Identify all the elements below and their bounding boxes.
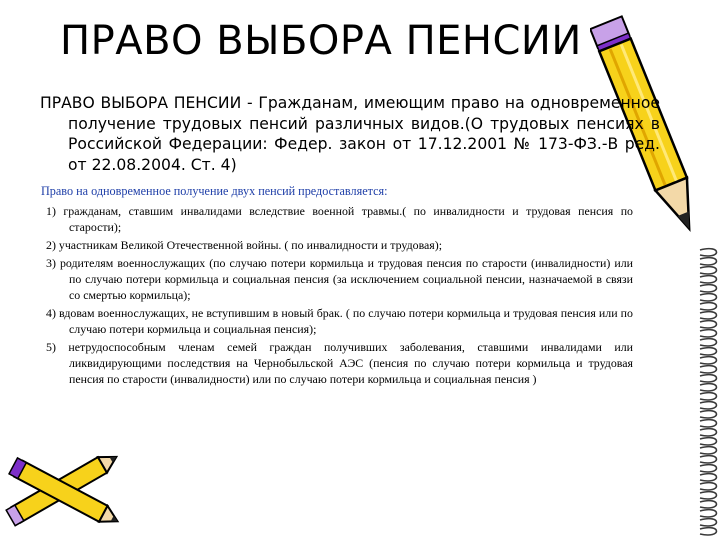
list-item: 4) вдовам военнослужащих, не вступившим в новый брак. ( по случаю потери кормильца и трудовая пенсия или по случаю потери кормильца и социальная пенсия); [46, 306, 633, 336]
list-item: 2) участникам Великой Отечественной войны. ( по инвалидности и трудовая); [46, 238, 443, 252]
list-item: 1) гражданам, ставшим инвалидами вследствие военной травмы.( по инвалидности и трудовая пенсия по старости); [46, 204, 633, 234]
definition-paragraph: ПРАВО ВЫБОРА ПЕНСИИ - Гражданам, имеющим право на одновременное получение трудовых пенсий различных видов.(О трудовых пенсиях в Российской Федерации: Федер. закон от 17.12.2001 № 173-ФЗ.-В ред. от 22.08.2004. Ст. 4) [40, 94, 660, 174]
intro-line: Право на одновременное получение двух пенсий предоставляется: [41, 184, 388, 198]
slide-title: ПРАВО ВЫБОРА ПЕНСИИ [60, 18, 582, 64]
crossed-pencils-icon [0, 440, 130, 540]
list-item: 3) родителям военнослужащих (по случаю потери кормильца и трудовая пенсия по старости (инвалидности) или по случаю потери кормильца и социальная пенсия (за исключением социальной пенсии, назначаемой в связи со смертью кормильца); [46, 256, 633, 302]
eligibility-list [43, 203, 633, 389]
list-item: 5) нетрудоспособным членам семей граждан получивших заболевания, ставшими инвалидами или ликвидирующими последствия на Чернобыльской АЭС (пенсия по случаю потери кормильца и трудовая пенсия по старости (инвалидности) или по случаю потери кормильца и социальная пенсия ) [46, 340, 633, 386]
